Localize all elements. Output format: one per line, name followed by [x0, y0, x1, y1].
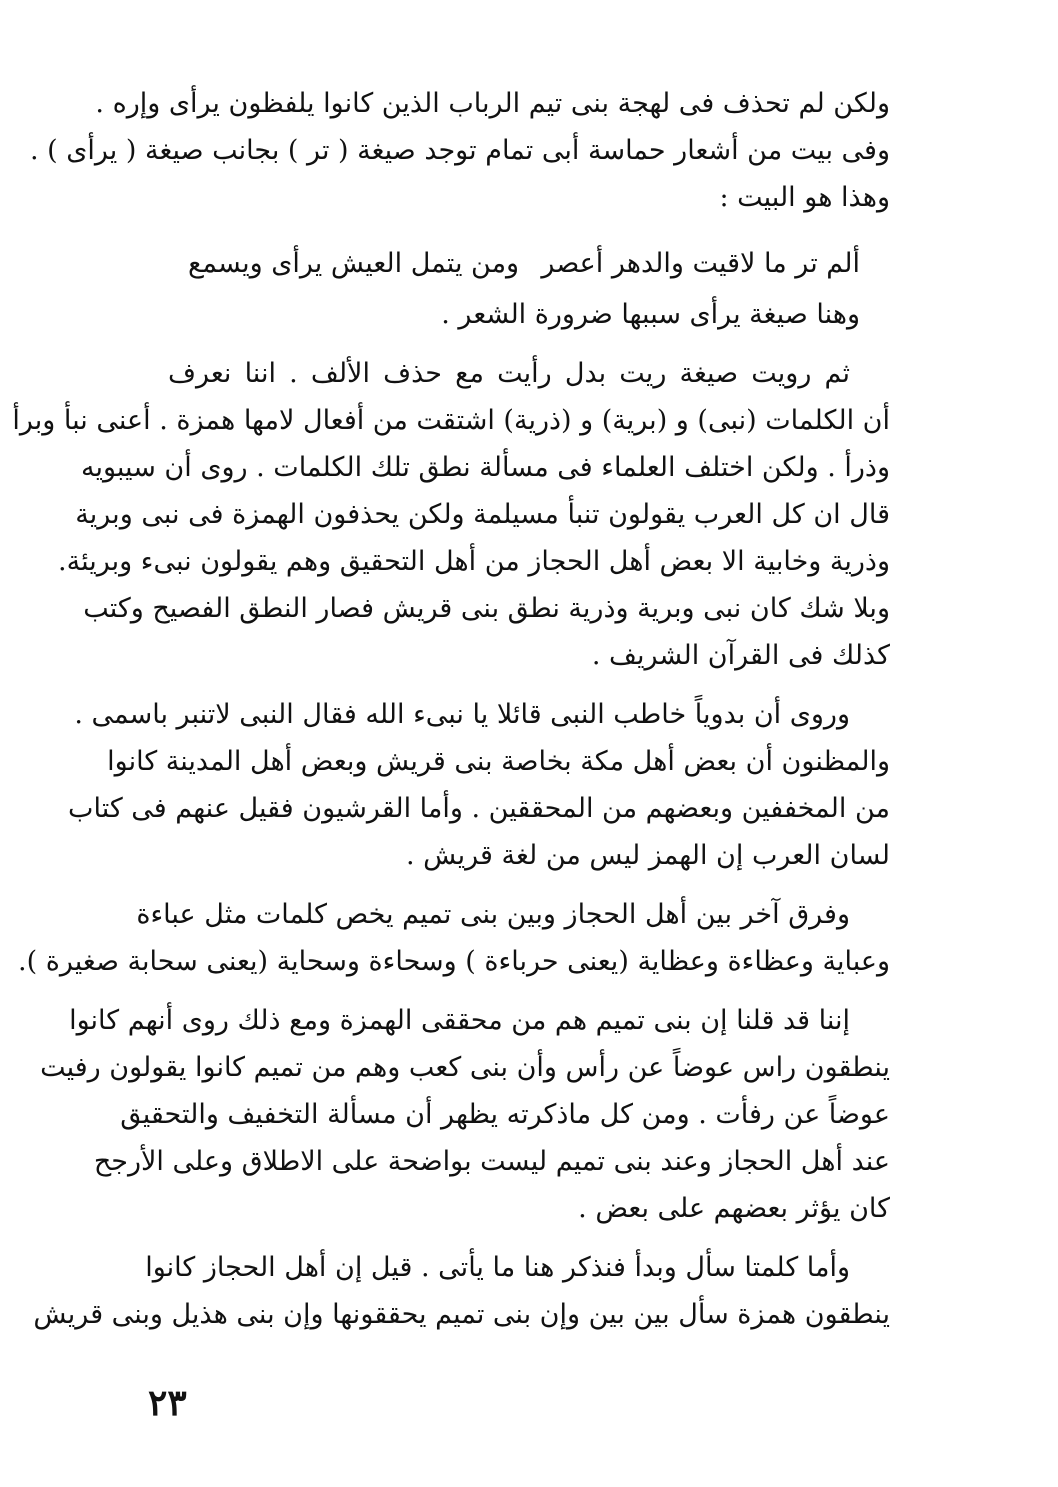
text-line: أن الكلمات (نبى) و (برية) و (ذرية) اشتقت من أفعال لامها همزة . أعنى نبأ وبرأ: [12, 405, 890, 436]
text-line: لسان العرب إن الهمز ليس من لغة قريش .: [406, 840, 890, 871]
text-line: ثم رويت صيغة ريت بدل رأيت مع حذف الألف . اننا نعرف: [168, 358, 850, 389]
text-line: ينطقون همزة سأل بين بين وإن بنى تميم يحققونها وإن بنى هذيل وبنى قريش: [33, 1299, 890, 1330]
paragraph-1: [29, 80, 890, 221]
paragraph-verse-note: [168, 291, 890, 338]
page-body: [12, 80, 890, 1350]
verse-second-hemistich: ومن يتمل العيش يرأى ويسمع: [188, 248, 520, 279]
text-line: والمظنون أن بعض أهل مكة بخاصة بنى قريش وبعض أهل المدينة كانوا: [107, 746, 890, 777]
text-line: ينطقون راس عوضاً عن رأس وأن بنى كعب وهم من تميم كانوا يقولون رفيت: [40, 1052, 890, 1083]
text-line: وهنا صيغة يرأى سببها ضرورة الشعر .: [441, 299, 860, 330]
paragraph-5: [18, 891, 890, 985]
verse-first-hemistich: ألم تر ما لاقيت والدهر أعصر: [541, 248, 860, 279]
paragraph-6: [40, 997, 890, 1232]
text-line: وروى أن بدوياً خاطب النبى قائلا يا نبىء الله فقال النبى لاتنبر باسمى .: [74, 699, 850, 730]
text-line: وذرية وخابية الا بعض أهل الحجاز من أهل التحقيق وهم يقولون نبىء وبريئة.: [58, 546, 890, 577]
text-line: عند أهل الحجاز وعند بنى تميم ليست بواضحة على الاطلاق وعلى الأرجح: [93, 1146, 890, 1177]
text-line: كان يؤثر بعضهم على بعض .: [578, 1193, 890, 1224]
text-line: كذلك فى القرآن الشريف .: [591, 640, 890, 671]
text-line: إننا قد قلنا إن بنى تميم هم من محققى الهمزة ومع ذلك روى أنهم كانوا: [69, 1005, 850, 1036]
paragraph-4: [68, 691, 890, 879]
text-line: وفى بيت من أشعار حماسة أبى تمام توجد صيغة ( تر ) بجانب صيغة ( يرأى ) .: [29, 135, 890, 166]
poetry-verse: [168, 233, 890, 291]
text-line: عوضاً عن رفأت . ومن كل ماذكرته يظهر أن مسألة التخفيف والتحقيق: [120, 1099, 890, 1130]
text-line: من المخففين وبعضهم من المحققين . وأما القرشيون فقيل عنهم فى كتاب: [68, 793, 890, 824]
text-line: وهذا هو البيت :: [719, 182, 890, 213]
paragraph-3: [12, 350, 890, 679]
paragraph-7: [33, 1244, 890, 1338]
text-line: قال ان كل العرب يقولون تنبأ مسيلمة ولكن يحذفون الهمزة فى نبى وبرية: [75, 499, 890, 530]
text-line: وعباية وعظاءة وعظاية (يعنى حرباءة ) وسحاءة وسحاية (يعنى سحابة صغيرة ).: [18, 946, 890, 977]
text-line: ولكن لم تحذف فى لهجة بنى تيم الرباب الذين كانوا يلفظون يرأى وإره .: [95, 88, 890, 119]
page-number: ٢٣: [148, 1382, 187, 1424]
text-line: وفرق آخر بين أهل الحجاز وبين بنى تميم يخص كلمات مثل عباءة: [136, 899, 850, 930]
text-line: وأما كلمتا سأل وبدأ فنذكر هنا ما يأتى . قيل إن أهل الحجاز كانوا: [145, 1252, 850, 1283]
text-line: وبلا شك كان نبى وبرية وذرية نطق بنى قريش فصار النطق الفصيح وكتب: [83, 593, 890, 624]
text-line: وذرأ . ولكن اختلف العلماء فى مسألة نطق تلك الكلمات . روى أن سيبويه: [80, 452, 890, 483]
